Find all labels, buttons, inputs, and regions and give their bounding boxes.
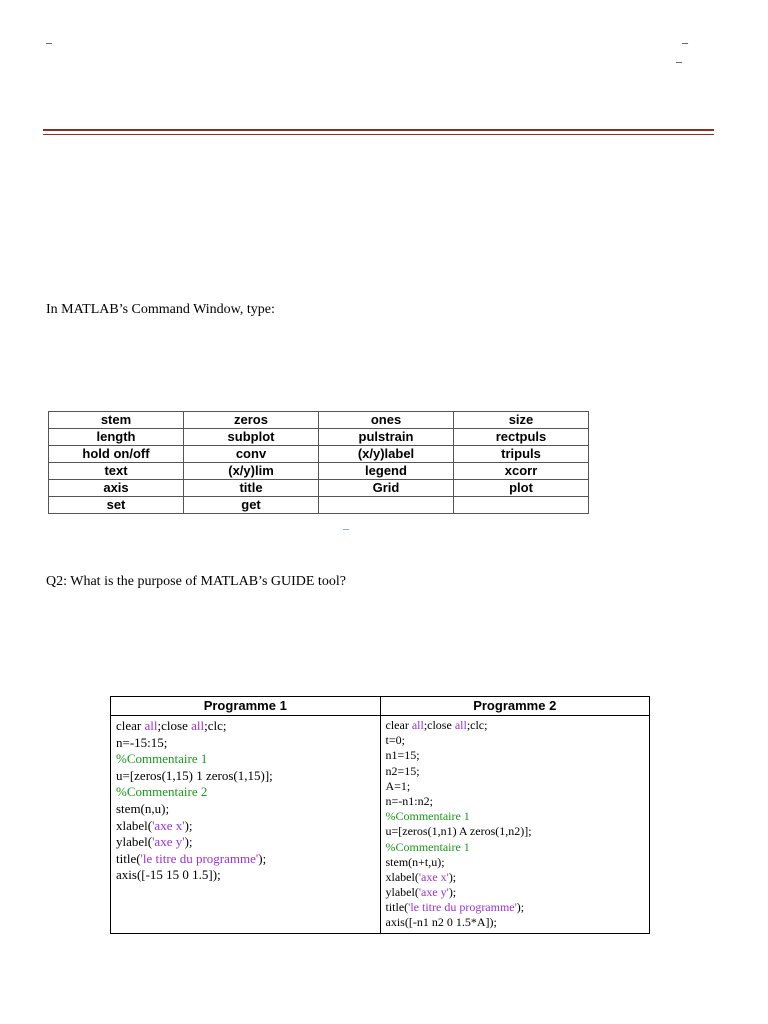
code-text: title( [116,850,141,866]
code-keyword: all [191,718,205,733]
code-line: axis([-n1 n2 0 1.5*A]); [385,915,497,930]
code-text: title( [385,900,409,915]
table-header-row [111,697,650,716]
code-keyword: all [144,718,158,733]
code-comment: %Commentaire 2 [116,784,208,800]
table-cell: conv [184,446,319,463]
code-comment: %Commentaire 1 [385,839,470,854]
code-string: 'axe x' [418,869,449,884]
code-line [116,718,375,735]
table-row [49,429,589,446]
table-row [111,716,650,934]
table-cell: size [454,412,589,429]
table-cell: axis [49,480,184,497]
table-cell [319,497,454,514]
table-cell: rectpuls [454,429,589,446]
code-text: ;close [157,718,192,733]
programme-2-code [380,716,650,934]
code-text: xlabel( [385,869,419,884]
code-text: ); [184,834,193,850]
code-line: n=-15:15; [116,734,168,750]
code-line: n1=15; [385,748,420,763]
table-cell: title [184,480,319,497]
code-string: 'le titre du programme' [408,900,517,915]
code-text: ); [184,817,193,833]
code-text: ); [258,850,267,866]
code-string: 'le titre du programme' [140,850,259,866]
table-cell: (x/y)lim [184,463,319,480]
code-text: ); [448,885,457,900]
code-string: 'axe y' [418,885,449,900]
code-text: ylabel( [385,885,419,900]
code-text: ;clc; [466,718,488,732]
code-comment: %Commentaire 1 [116,751,208,767]
code-text: ylabel( [116,834,153,850]
intro-text: In MATLAB’s Command Window, type: [46,302,275,317]
code-line: stem(n+t,u); [385,854,445,869]
code-line: n2=15; [385,763,420,778]
code-keyword: all [411,718,424,732]
code-line [116,818,375,835]
table-cell [454,497,589,514]
code-line [116,851,375,868]
table-cell: xcorr [454,463,589,480]
table-row [49,480,589,497]
header-mark-right-bottom: – [676,54,682,68]
code-line [386,900,645,915]
code-text: clear [385,718,412,732]
code-string: 'axe x' [152,817,185,833]
code-text: xlabel( [116,817,153,833]
table-cell: length [49,429,184,446]
header-rule-thin [43,134,714,135]
table-cell: get [184,497,319,514]
code-text: ;clc; [204,718,227,733]
table-cell: hold on/off [49,446,184,463]
programme-2-header: Programme 2 [380,697,650,716]
code-string: 'axe y' [152,834,185,850]
table-row [49,463,589,480]
table-cell: set [49,497,184,514]
header-rule-thick [43,129,714,131]
code-text: clear [116,718,145,733]
code-line: n=-n1:n2; [385,793,433,808]
code-line: u=[zeros(1,n1) A zeros(1,n2)]; [385,824,532,839]
code-text: ); [516,900,525,915]
code-text: ;close [423,718,455,732]
code-line: u=[zeros(1,15) 1 zeros(1,15)]; [116,767,273,783]
table-cell: pulstrain [319,429,454,446]
header-mark-right-top: – [682,35,688,49]
programme-1-code [111,716,381,934]
code-line: t=0; [385,733,405,748]
programs-table [110,696,650,934]
code-comment: %Commentaire 1 [385,809,470,824]
table-cell: subplot [184,429,319,446]
header-mark-left: – [46,35,52,49]
table-row [49,446,589,463]
programme-1-header: Programme 1 [111,697,381,716]
table-cell: text [49,463,184,480]
table-mark: – [343,521,349,535]
table-cell: Grid [319,480,454,497]
table-cell: tripuls [454,446,589,463]
table-row [49,412,589,429]
table-cell: (x/y)label [319,446,454,463]
table-cell: zeros [184,412,319,429]
table-cell: plot [454,480,589,497]
functions-table [48,411,589,514]
table-cell: legend [319,463,454,480]
code-line [386,718,645,733]
question-2: Q2: What is the purpose of MATLAB’s GUIDE tool? [46,574,346,589]
code-line: stem(n,u); [116,800,170,816]
code-line: A=1; [385,778,411,793]
table-row [49,497,589,514]
code-line: axis([-15 15 0 1.5]); [116,867,221,883]
table-cell: ones [319,412,454,429]
code-text: ); [448,869,457,884]
code-line [386,870,645,885]
code-line [386,885,645,900]
code-keyword: all [454,718,467,732]
code-line [116,834,375,851]
table-cell: stem [49,412,184,429]
